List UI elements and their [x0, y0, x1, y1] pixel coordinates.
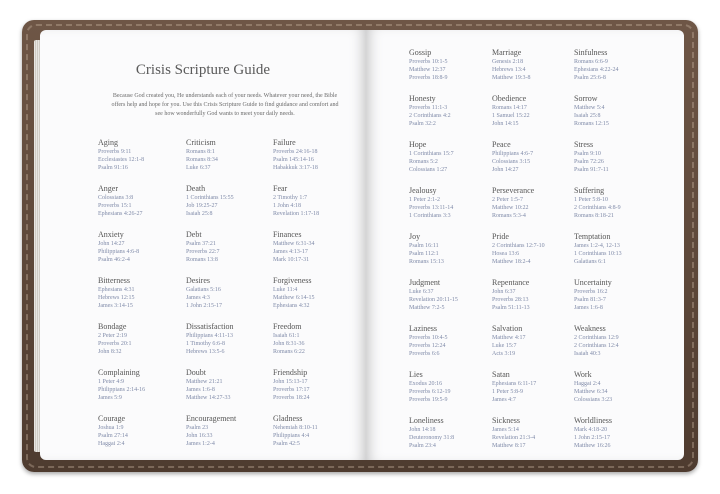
topic-heading: Sickness: [492, 416, 520, 425]
topic-entry: [492, 94, 545, 128]
scripture-reference: 2 Corinthians 4:2: [409, 113, 451, 119]
scripture-reference: Galatians 6:1: [574, 259, 606, 265]
scripture-reference: 1 Timothy 6:6-8: [186, 341, 226, 347]
scripture-reference: Psalm 27:14: [98, 433, 128, 439]
topic-heading: Repentance: [492, 278, 530, 287]
scripture-reference: James 4:7: [492, 397, 516, 403]
left-column-2: [186, 138, 236, 460]
scripture-reference: Ephesians 4:22-24: [574, 67, 619, 73]
topic-entry: [186, 184, 236, 218]
scripture-reference: Matthew 14:27-33: [186, 395, 231, 401]
scripture-reference: 2 Corinthians 12:9: [574, 335, 619, 341]
scripture-reference: Matthew 8:17: [492, 443, 526, 449]
scripture-reference: James 1:6-8: [186, 387, 215, 393]
topic-entry: [409, 186, 458, 220]
topic-entry: [409, 370, 458, 404]
scripture-reference: Psalm 112:1: [409, 251, 439, 257]
scripture-reference: Ephesians 4:26-27: [98, 211, 143, 217]
scripture-reference: 2 Peter 1:5-7: [492, 197, 523, 203]
scripture-reference: 1 Peter 2:1-2: [409, 197, 440, 203]
scripture-reference: John 14:27: [98, 241, 125, 247]
scripture-reference: Matthew 4:17: [492, 335, 526, 341]
scripture-reference: Proverbs 11:1-3: [409, 105, 448, 111]
topic-heading: Temptation: [574, 232, 611, 241]
topic-entry: [492, 416, 545, 450]
scripture-reference: Matthew 19:3-8: [492, 75, 531, 81]
scripture-reference: Proverbs 15:1: [98, 203, 132, 209]
scripture-reference: 1 Corinthians 15:7: [409, 151, 454, 157]
topic-entry: [574, 416, 622, 450]
topic-heading: Lies: [409, 370, 423, 379]
scripture-reference: 1 John 2:15-17: [574, 435, 610, 441]
scripture-reference: Revelation 20:11-15: [409, 297, 458, 303]
topic-heading: Pride: [492, 232, 509, 241]
intro-text: Because God created you, He understands each of your needs. Whatever your need, the Bible offers help and hope for you. Use this Crisis Scripture Guide to find guidance and comfort and see how wonderfully God wants to meet your daily needs.: [111, 93, 339, 117]
scripture-reference: Luke 6:37: [186, 165, 211, 171]
scripture-reference: Joshua 1:9: [98, 425, 124, 431]
scripture-reference: Romans 5:3-4: [492, 213, 526, 219]
scripture-reference: James 4:3: [186, 295, 210, 301]
scripture-reference: Ephesians 4:32: [273, 303, 310, 309]
scripture-reference: James 3:14-15: [98, 303, 133, 309]
scripture-reference: Philippians 4:4: [273, 433, 310, 439]
topic-entry: [492, 140, 545, 174]
scripture-reference: 1 Peter 5:8-10: [574, 197, 608, 203]
topic-entry: [574, 370, 622, 404]
topic-heading: Perseverance: [492, 186, 535, 195]
scripture-reference: Luke 6:37: [409, 289, 434, 295]
scripture-reference: Proverbs 24:16-18: [273, 149, 318, 155]
scripture-reference: Mark 10:17-31: [273, 257, 310, 263]
scripture-reference: Matthew 21:21: [186, 379, 223, 385]
topic-heading: Anger: [98, 184, 118, 193]
topic-entry: [409, 324, 458, 358]
scripture-reference: Romans 6:6-9: [574, 59, 608, 65]
topic-heading: Gossip: [409, 48, 432, 57]
topic-entry: [273, 138, 319, 172]
topic-entry: [409, 140, 458, 174]
topic-heading: Worldliness: [574, 416, 613, 425]
scripture-reference: John 8:32: [98, 349, 122, 355]
scripture-reference: Matthew 5:4: [574, 105, 605, 111]
scripture-reference: Proverbs 20:1: [98, 341, 132, 347]
topic-heading: Debt: [186, 230, 202, 239]
topic-entry: [492, 370, 545, 404]
right-column-2: [492, 48, 545, 462]
scripture-reference: Psalm 145:14-16: [273, 157, 314, 163]
topic-heading: Failure: [273, 138, 296, 147]
scripture-reference: Philippians 2:14-16: [98, 387, 146, 393]
scripture-reference: Mark 4:18-20: [574, 427, 608, 433]
scripture-reference: Psalm 72:26: [574, 159, 604, 165]
scripture-reference: 1 John 4:18: [273, 203, 302, 209]
topic-entry: [492, 324, 545, 358]
topic-heading: Sinfulness: [574, 48, 608, 57]
topic-entry: [492, 186, 545, 220]
scripture-reference: Proverbs 17:17: [273, 387, 310, 393]
topic-entry: [186, 322, 236, 356]
scripture-reference: Isaiah 25:8: [574, 113, 601, 119]
topic-heading: Obedience: [492, 94, 527, 103]
topic-heading: Dissatisfaction: [186, 322, 234, 331]
topic-heading: Sorrow: [574, 94, 598, 103]
scripture-reference: Proverbs 9:11: [98, 149, 132, 155]
topic-heading: Freedom: [273, 322, 302, 331]
scripture-reference: Proverbs 12:24: [409, 343, 446, 349]
topic-heading: Criticism: [186, 138, 216, 147]
topic-entry: [98, 184, 145, 218]
topic-entry: [273, 414, 319, 448]
scripture-reference: Proverbs 22:7: [186, 249, 220, 255]
scripture-reference: Philippians 4:11-13: [186, 333, 233, 339]
topic-entry: [98, 276, 145, 310]
scripture-reference: Romans 14:17: [492, 105, 527, 111]
scripture-reference: Hebrews 13:4: [492, 67, 526, 73]
topic-heading: Uncertainty: [574, 278, 612, 287]
scripture-reference: Psalm 91:7-11: [574, 167, 609, 173]
topic-entry: [492, 278, 545, 312]
scripture-reference: Colossians 3:23: [574, 397, 613, 403]
scripture-reference: John 6:37: [492, 289, 516, 295]
topic-heading: Doubt: [186, 368, 206, 377]
scripture-reference: Nehemiah 8:10-11: [273, 425, 318, 431]
scripture-reference: Psalm 9:10: [574, 151, 601, 157]
scripture-reference: Romans 5:2: [409, 159, 438, 165]
scripture-reference: Hebrews 13:5-6: [186, 349, 225, 355]
topic-heading: Judgment: [409, 278, 441, 287]
scripture-reference: Psalm 32:2: [409, 121, 436, 127]
scripture-reference: Matthew 7:2-5: [409, 305, 445, 311]
scripture-reference: Romans 8:1: [186, 149, 215, 155]
scripture-reference: Proverbs 6:12-19: [409, 389, 451, 395]
scripture-reference: Haggai 2:4: [574, 381, 601, 387]
scripture-reference: Psalm 25:6-8: [574, 75, 606, 81]
topic-heading: Desires: [186, 276, 210, 285]
left-page: [40, 30, 366, 460]
topic-heading: Aging: [98, 138, 118, 147]
scripture-reference: Genesis 2:18: [492, 59, 524, 65]
scripture-reference: Haggai 2:4: [98, 441, 125, 447]
topic-heading: Finances: [273, 230, 302, 239]
scripture-reference: Psalm 23: [186, 425, 209, 431]
scripture-reference: Psalm 16:11: [409, 243, 439, 249]
topic-heading: Jealousy: [409, 186, 437, 195]
scripture-reference: Colossians 3:8: [98, 195, 134, 201]
scripture-reference: John 8:31-36: [273, 341, 305, 347]
scripture-reference: Proverbs 18:24: [273, 395, 310, 401]
topic-entry: [574, 48, 622, 82]
scripture-reference: Romans 12:15: [574, 121, 609, 127]
topic-entry: [273, 276, 319, 310]
scripture-reference: Colossians 3:15: [492, 159, 531, 165]
scripture-reference: Isaiah 25:8: [186, 211, 213, 217]
topic-heading: Peace: [492, 140, 511, 149]
scripture-reference: Matthew 12:37: [409, 67, 446, 73]
scripture-reference: James 1:2-4: [186, 441, 215, 447]
topic-heading: Hope: [409, 140, 427, 149]
topic-heading: Anxiety: [98, 230, 124, 239]
topic-heading: Fear: [273, 184, 288, 193]
topic-heading: Work: [574, 370, 592, 379]
topic-entry: [273, 368, 319, 402]
right-page: [366, 30, 684, 460]
topic-entry: [409, 416, 458, 450]
page-title: Crisis Scripture Guide: [135, 62, 271, 78]
scripture-reference: Romans 13:8: [186, 257, 218, 263]
scripture-reference: James 1:6-8: [574, 305, 603, 311]
topic-entry: [574, 278, 622, 312]
topic-entry: [574, 140, 622, 174]
topic-entry: [273, 230, 319, 264]
scripture-reference: 1 Peter 4:9: [98, 379, 124, 385]
topic-entry: [574, 186, 622, 220]
topic-heading: Honesty: [409, 94, 436, 103]
scripture-reference: Job 19:25-27: [186, 203, 218, 209]
topic-entry: [273, 322, 319, 356]
topic-entry: [98, 138, 145, 172]
topic-heading: Loneliness: [409, 416, 444, 425]
scripture-reference: Proverbs 16:2: [574, 289, 608, 295]
topic-heading: Courage: [98, 414, 126, 423]
topic-heading: Laziness: [409, 324, 437, 333]
scripture-reference: Psalm 46:2-4: [98, 257, 130, 263]
topic-entry: [574, 94, 622, 128]
topic-heading: Salvation: [492, 324, 523, 333]
scripture-reference: Revelation 1:17-18: [273, 211, 320, 217]
topic-heading: Marriage: [492, 48, 522, 57]
scripture-reference: Matthew 6:31-34: [273, 241, 315, 247]
topic-heading: Bitterness: [98, 276, 130, 285]
scripture-reference: Isaiah 61:1: [273, 333, 300, 339]
scripture-reference: Proverbs 19:5-9: [409, 397, 448, 403]
topic-heading: Suffering: [574, 186, 605, 195]
left-column-3: [273, 138, 319, 460]
scripture-reference: Hebrews 12:15: [98, 295, 135, 301]
scripture-reference: Deuteronomy 31:8: [409, 435, 455, 441]
topic-heading: Encouragement: [186, 414, 237, 423]
topic-entry: [186, 138, 236, 172]
topic-heading: Friendship: [273, 368, 308, 377]
scripture-reference: 1 Corinthians 3:3: [409, 213, 451, 219]
topic-entry: [186, 276, 236, 310]
scripture-reference: James 5:14: [492, 427, 519, 433]
scripture-reference: 1 Corinthians 15:55: [186, 195, 234, 201]
topic-heading: Forgiveness: [273, 276, 312, 285]
topic-heading: Satan: [492, 370, 510, 379]
scripture-reference: 2 Peter 2:19: [98, 333, 127, 339]
left-column-1: [98, 138, 145, 460]
scripture-reference: Psalm 42:5: [273, 441, 300, 447]
scripture-reference: Psalm 91:16: [98, 165, 128, 171]
topic-heading: Joy: [409, 232, 421, 241]
scripture-reference: 1 Samuel 15:22: [492, 113, 530, 119]
scripture-reference: Romans 6:22: [273, 349, 305, 355]
scripture-reference: Luke 11:4: [273, 287, 298, 293]
scripture-reference: John 15:13-17: [273, 379, 308, 385]
topic-entry: [409, 232, 458, 266]
scripture-reference: James 4:13-17: [273, 249, 308, 255]
topic-entry: [186, 414, 236, 448]
scripture-reference: Romans 8:18-21: [574, 213, 614, 219]
topic-entry: [186, 230, 236, 264]
scripture-reference: Matthew 16:26: [574, 443, 611, 449]
topic-entry: [492, 48, 545, 82]
scripture-reference: 1 Peter 5:8-9: [492, 389, 523, 395]
scripture-reference: 2 Corinthians 12:4: [574, 343, 619, 349]
scripture-reference: Habakkuk 3:17-18: [273, 165, 318, 171]
scripture-reference: Proverbs 10:1-5: [409, 59, 448, 65]
scripture-reference: 2 Corinthians 12:7-10: [492, 243, 545, 249]
scripture-reference: 1 Corinthians 10:13: [574, 251, 622, 257]
topic-entry: [98, 414, 145, 448]
topic-entry: [186, 368, 236, 402]
scripture-reference: Exodus 20:16: [409, 381, 443, 387]
scripture-reference: Philippians 4:6-8: [98, 249, 140, 255]
topic-entry: [409, 48, 458, 82]
scripture-reference: Psalm 37:21: [186, 241, 216, 247]
scripture-reference: John 14:15: [492, 121, 519, 127]
scripture-reference: Romans 8:34: [186, 157, 218, 163]
scripture-reference: Psalm 23:4: [409, 443, 436, 449]
scripture-reference: 2 Corinthians 4:8-9: [574, 205, 621, 211]
scripture-reference: Philippians 4:6-7: [492, 151, 534, 157]
scripture-reference: Galatians 5:16: [186, 287, 221, 293]
scripture-reference: Matthew 10:22: [492, 205, 529, 211]
topic-entry: [98, 230, 145, 264]
topic-entry: [409, 94, 458, 128]
scripture-reference: John 14:27: [492, 167, 519, 173]
scripture-reference: John 14:18: [409, 427, 436, 433]
topic-entry: [492, 232, 545, 266]
right-column-1: [409, 48, 458, 462]
topic-heading: Gladness: [273, 414, 303, 423]
scripture-reference: Proverbs 10:4-5: [409, 335, 448, 341]
right-column-3: [574, 48, 622, 462]
scripture-reference: Romans 15:13: [409, 259, 444, 265]
scripture-reference: Psalm 51:11-13: [492, 305, 530, 311]
topic-entry: [574, 324, 622, 358]
scripture-reference: Proverbs 13:11-14: [409, 205, 454, 211]
scripture-reference: Acts 3:19: [492, 351, 516, 357]
scripture-reference: Matthew 18:2-4: [492, 259, 531, 265]
topic-heading: Complaining: [98, 368, 140, 377]
scripture-reference: Matthew 6:14-15: [273, 295, 315, 301]
scripture-reference: Psalm 81:3-7: [574, 297, 606, 303]
scripture-reference: Ephesians 4:31: [98, 287, 135, 293]
topic-entry: [574, 232, 622, 266]
scripture-reference: Ecclesiastes 12:1-8: [98, 157, 145, 163]
topic-entry: [409, 278, 458, 312]
scripture-reference: Isaiah 40:3: [574, 351, 601, 357]
scripture-reference: Revelation 21:3-4: [492, 435, 536, 441]
topic-heading: Bondage: [98, 322, 127, 331]
scripture-reference: 1 John 2:15-17: [186, 303, 222, 309]
scripture-reference: John 16:33: [186, 433, 213, 439]
topic-heading: Stress: [574, 140, 594, 149]
scripture-reference: Hosea 13:6: [492, 251, 520, 257]
scripture-reference: James 1:2-4, 12-13: [574, 243, 620, 249]
topic-entry: [273, 184, 319, 218]
topic-heading: Weakness: [574, 324, 606, 333]
scripture-reference: Proverbs 28:13: [492, 297, 529, 303]
scripture-reference: Matthew 6:34: [574, 389, 608, 395]
scripture-reference: Ephesians 6:11-17: [492, 381, 537, 387]
topic-heading: Death: [186, 184, 206, 193]
topic-entry: [98, 368, 145, 402]
scripture-reference: 2 Timothy 1:7: [273, 195, 308, 201]
scripture-reference: Proverbs 18:8-9: [409, 75, 448, 81]
scripture-reference: Colossians 1:27: [409, 167, 448, 173]
scripture-reference: Luke 15:7: [492, 343, 517, 349]
scripture-reference: Proverbs 6:6: [409, 351, 440, 357]
scripture-reference: James 5:9: [98, 395, 122, 401]
topic-entry: [98, 322, 145, 356]
